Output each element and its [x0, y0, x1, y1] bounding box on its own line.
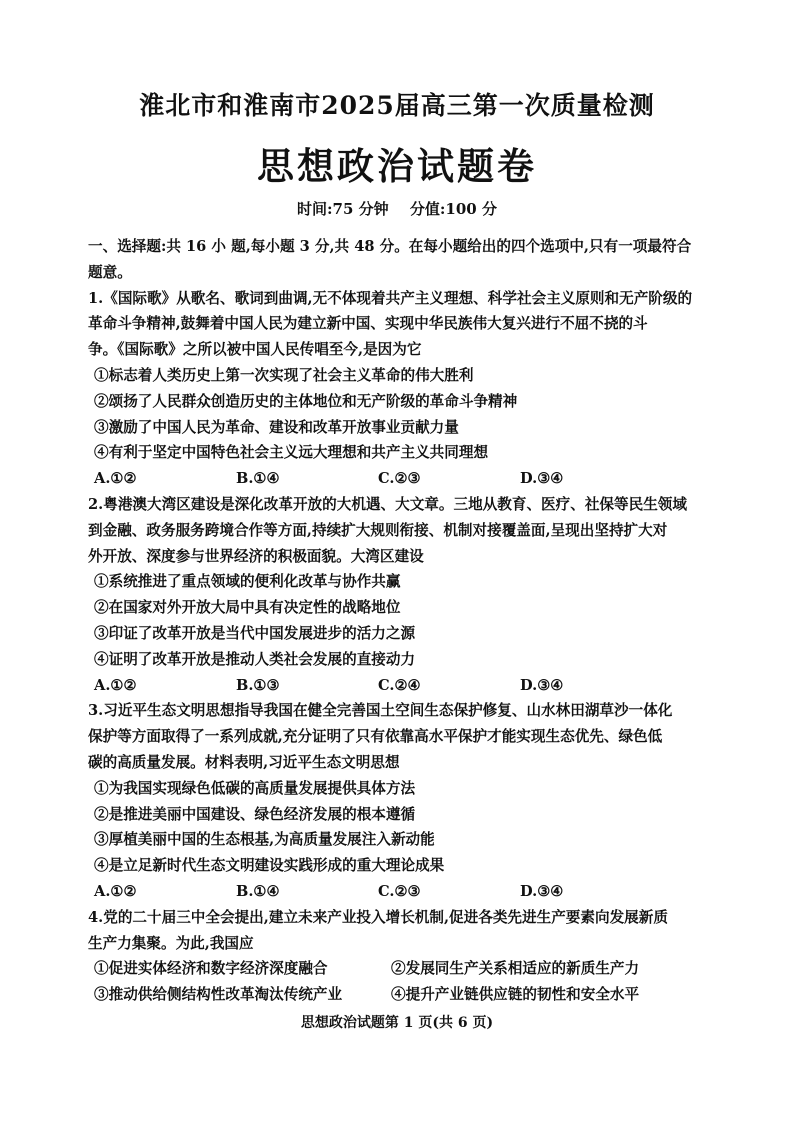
- section-instructions: [88, 234, 696, 286]
- exam-content: [88, 234, 696, 1008]
- question-stem-line: 碳的高质量发展。材料表明,习近平生态文明思想: [88, 753, 400, 771]
- option-a: A.①②: [94, 470, 137, 488]
- question-stem-line: 2.粤港澳大湾区建设是深化改革开放的大机遇、大文章。三地从教育、医疗、社保等民生领域: [88, 495, 687, 513]
- question-item: ①为我国实现绿色低碳的高质量发展提供具体方法: [94, 779, 416, 797]
- question-item: ①促进实体经济和数字经济深度融合: [94, 960, 328, 978]
- question-stem-line: 4.党的二十届三中全会提出,建立未来产业投入增长机制,促进各类先进生产要素向发展新质: [88, 908, 668, 926]
- exam-meta: [0, 198, 794, 219]
- question-item: ②是推进美丽中国建设、绿色经济发展的根本遵循: [94, 805, 416, 823]
- question-item: ③推动供给侧结构性改革淘汰传统产业: [94, 986, 343, 1004]
- question-item: ④证明了改革开放是推动人类社会发展的直接动力: [94, 650, 416, 668]
- section-line: 一、选择题:共 16 小 题,每小题 3 分,共 48 分。在每小题给出的四个选项中,只有一项最符合: [88, 238, 692, 255]
- question-item: ③激励了中国人民为革命、建设和改革开放事业贡献力量: [94, 418, 459, 436]
- question-4: [88, 905, 696, 1008]
- option-d: D.③④: [520, 470, 564, 488]
- question-stem-line: 3.习近平生态文明思想指导我国在健全完善国土空间生态保护修复、山水林田湖草沙一体化: [88, 702, 673, 720]
- option-c: C.②④: [378, 676, 421, 694]
- option-c: C.②③: [378, 470, 421, 488]
- question-stem-line: 到金融、政务服务跨境合作等方面,持续扩大规则衔接、机制对接覆盖面,呈现出坚持扩大对: [88, 521, 668, 539]
- question-stem-line: 外开放、深度参与世界经济的积极面貌。大湾区建设: [88, 547, 424, 565]
- question-stem-line: 争。《国际歌》之所以被中国人民传唱至今,是因为它: [88, 341, 422, 359]
- question-item-row: [88, 956, 696, 982]
- question-item-row: [88, 982, 696, 1008]
- option-c: C.②③: [378, 882, 421, 900]
- question-stem-line: 保护等方面取得了一系列成就,充分证明了只有依靠高水平保护才能实现生态优先、绿色低: [88, 728, 663, 746]
- question-item: ③印证了改革开放是当代中国发展进步的活力之源: [94, 624, 416, 642]
- answer-options: [88, 879, 696, 905]
- question-item: ②发展同生产关系相适应的新质生产力: [391, 960, 640, 978]
- option-d: D.③④: [520, 882, 564, 900]
- option-a: A.①②: [94, 882, 137, 900]
- question-3: [88, 698, 696, 904]
- question-item: ④是立足新时代生态文明建设实践形成的重大理论成果: [94, 857, 445, 875]
- option-a: A.①②: [94, 676, 137, 694]
- question-stem-line: 1.《国际歌》从歌名、歌词到曲调,无不体现着共产主义理想、科学社会主义原则和无产阶级的: [88, 289, 693, 307]
- question-stem-line: 革命斗争精神,鼓舞着中国人民为建立新中国、实现中华民族伟大复兴进行不屈不挠的斗: [88, 315, 648, 333]
- option-d: D.③④: [520, 676, 564, 694]
- question-item: ②在国家对外开放大局中具有决定性的战略地位: [94, 599, 401, 617]
- question-stem-line: 生产力集聚。为此,我国应: [88, 934, 254, 952]
- option-b: B.①③: [236, 676, 280, 694]
- question-item: ④提升产业链供应链的韧性和安全水平: [391, 986, 640, 1004]
- question-1: [88, 286, 696, 492]
- question-item: ①系统推进了重点领域的便利化改革与协作共赢: [94, 573, 401, 591]
- answer-options: [88, 466, 696, 492]
- exam-time: 时间:75 分钟: [297, 200, 389, 218]
- question-item: ④有利于坚定中国特色社会主义远大理想和共产主义共同理想: [94, 444, 489, 462]
- option-b: B.①④: [236, 470, 280, 488]
- answer-options: [88, 673, 696, 699]
- section-line: 题意。: [88, 263, 132, 281]
- question-2: [88, 492, 696, 698]
- question-item: ②颂扬了人民群众创造历史的主体地位和无产阶级的革命斗争精神: [94, 392, 518, 410]
- option-b: B.①④: [236, 882, 280, 900]
- question-item: ①标志着人类历史上第一次实现了社会主义革命的伟大胜利: [94, 366, 474, 384]
- subject-title: 思想政治试题卷: [257, 144, 537, 188]
- question-item: ③厚植美丽中国的生态根基,为高质量发展注入新动能: [94, 831, 435, 849]
- exam-title: 淮北市和淮南市2025届高三第一次质量检测: [139, 91, 655, 120]
- exam-score: 分值:100 分: [409, 200, 497, 218]
- page-footer: 思想政治试题第 1 页(共 6 页): [300, 1015, 494, 1031]
